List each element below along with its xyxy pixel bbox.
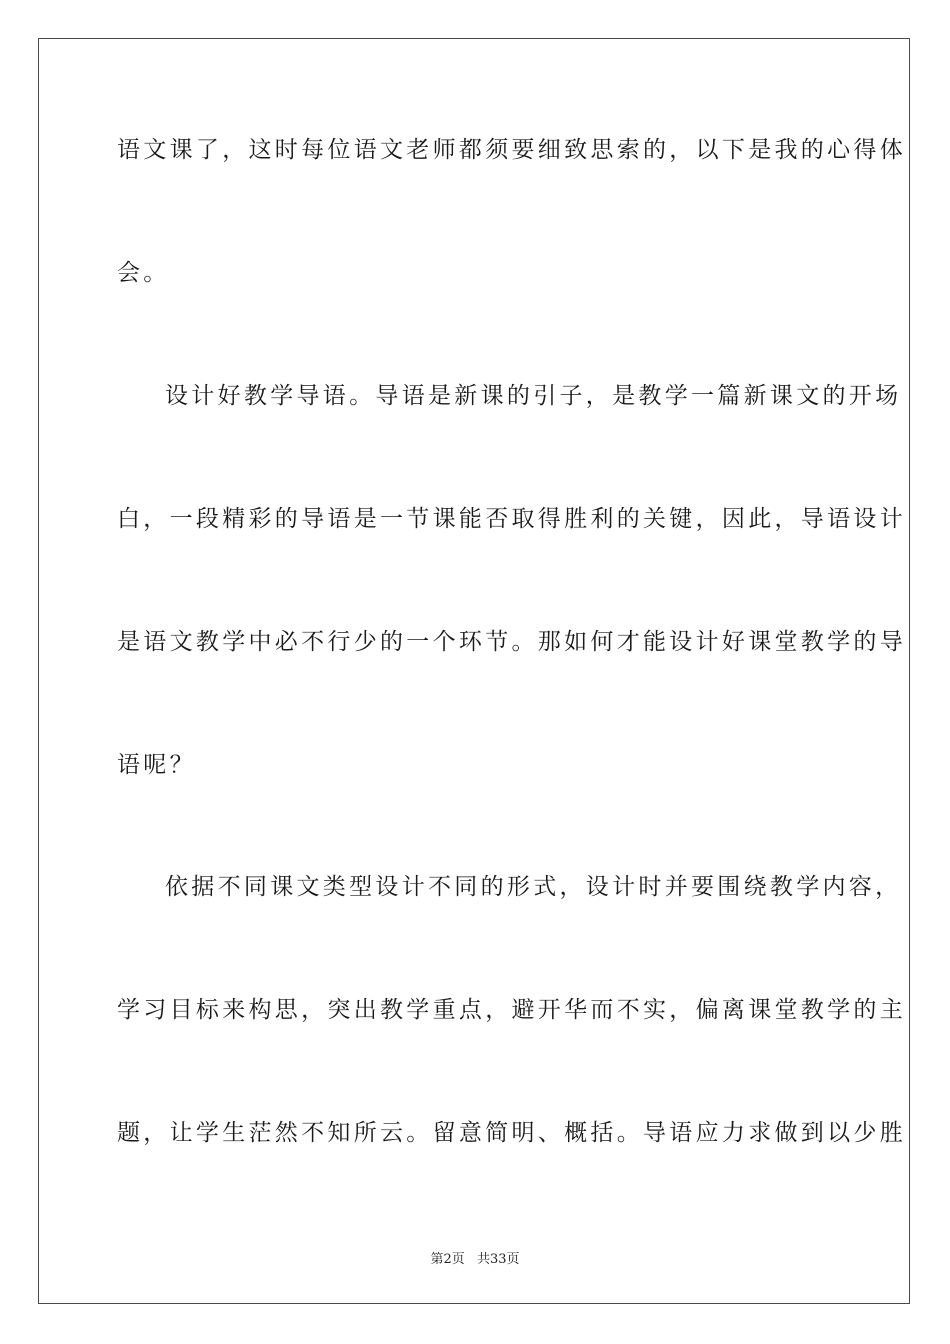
text-line-2: 会。 — [117, 260, 170, 286]
paragraph-2-line-1: 设计好教学导语。导语是新课的引子，是教学一篇新课文的开场 — [165, 383, 902, 409]
page-number: 第2页 — [430, 1252, 465, 1267]
paragraph-3-line-3: 题，让学生茫然不知所云。留意简明、概括。导语应力求做到以少胜 — [117, 1120, 906, 1146]
page-footer — [0, 1248, 950, 1267]
page-total: 共33页 — [476, 1252, 520, 1267]
paragraph-2-line-4: 语呢？ — [117, 752, 196, 778]
page-border — [38, 38, 910, 1304]
paragraph-2-line-3: 是语文教学中必不行少的一个环节。那如何才能设计好课堂教学的导 — [117, 629, 906, 655]
paragraph-3-line-1: 依据不同课文类型设计不同的形式，设计时并要围绕教学内容， — [165, 874, 902, 900]
paragraph-2-line-2: 白，一段精彩的导语是一节课能否取得胜利的关键，因此，导语设计 — [117, 506, 906, 532]
paragraph-3-line-2: 学习目标来构思，突出教学重点，避开华而不实，偏离课堂教学的主 — [117, 997, 906, 1023]
text-line-1: 语文课了，这时每位语文老师都须要细致思索的，以下是我的心得体 — [117, 137, 906, 163]
